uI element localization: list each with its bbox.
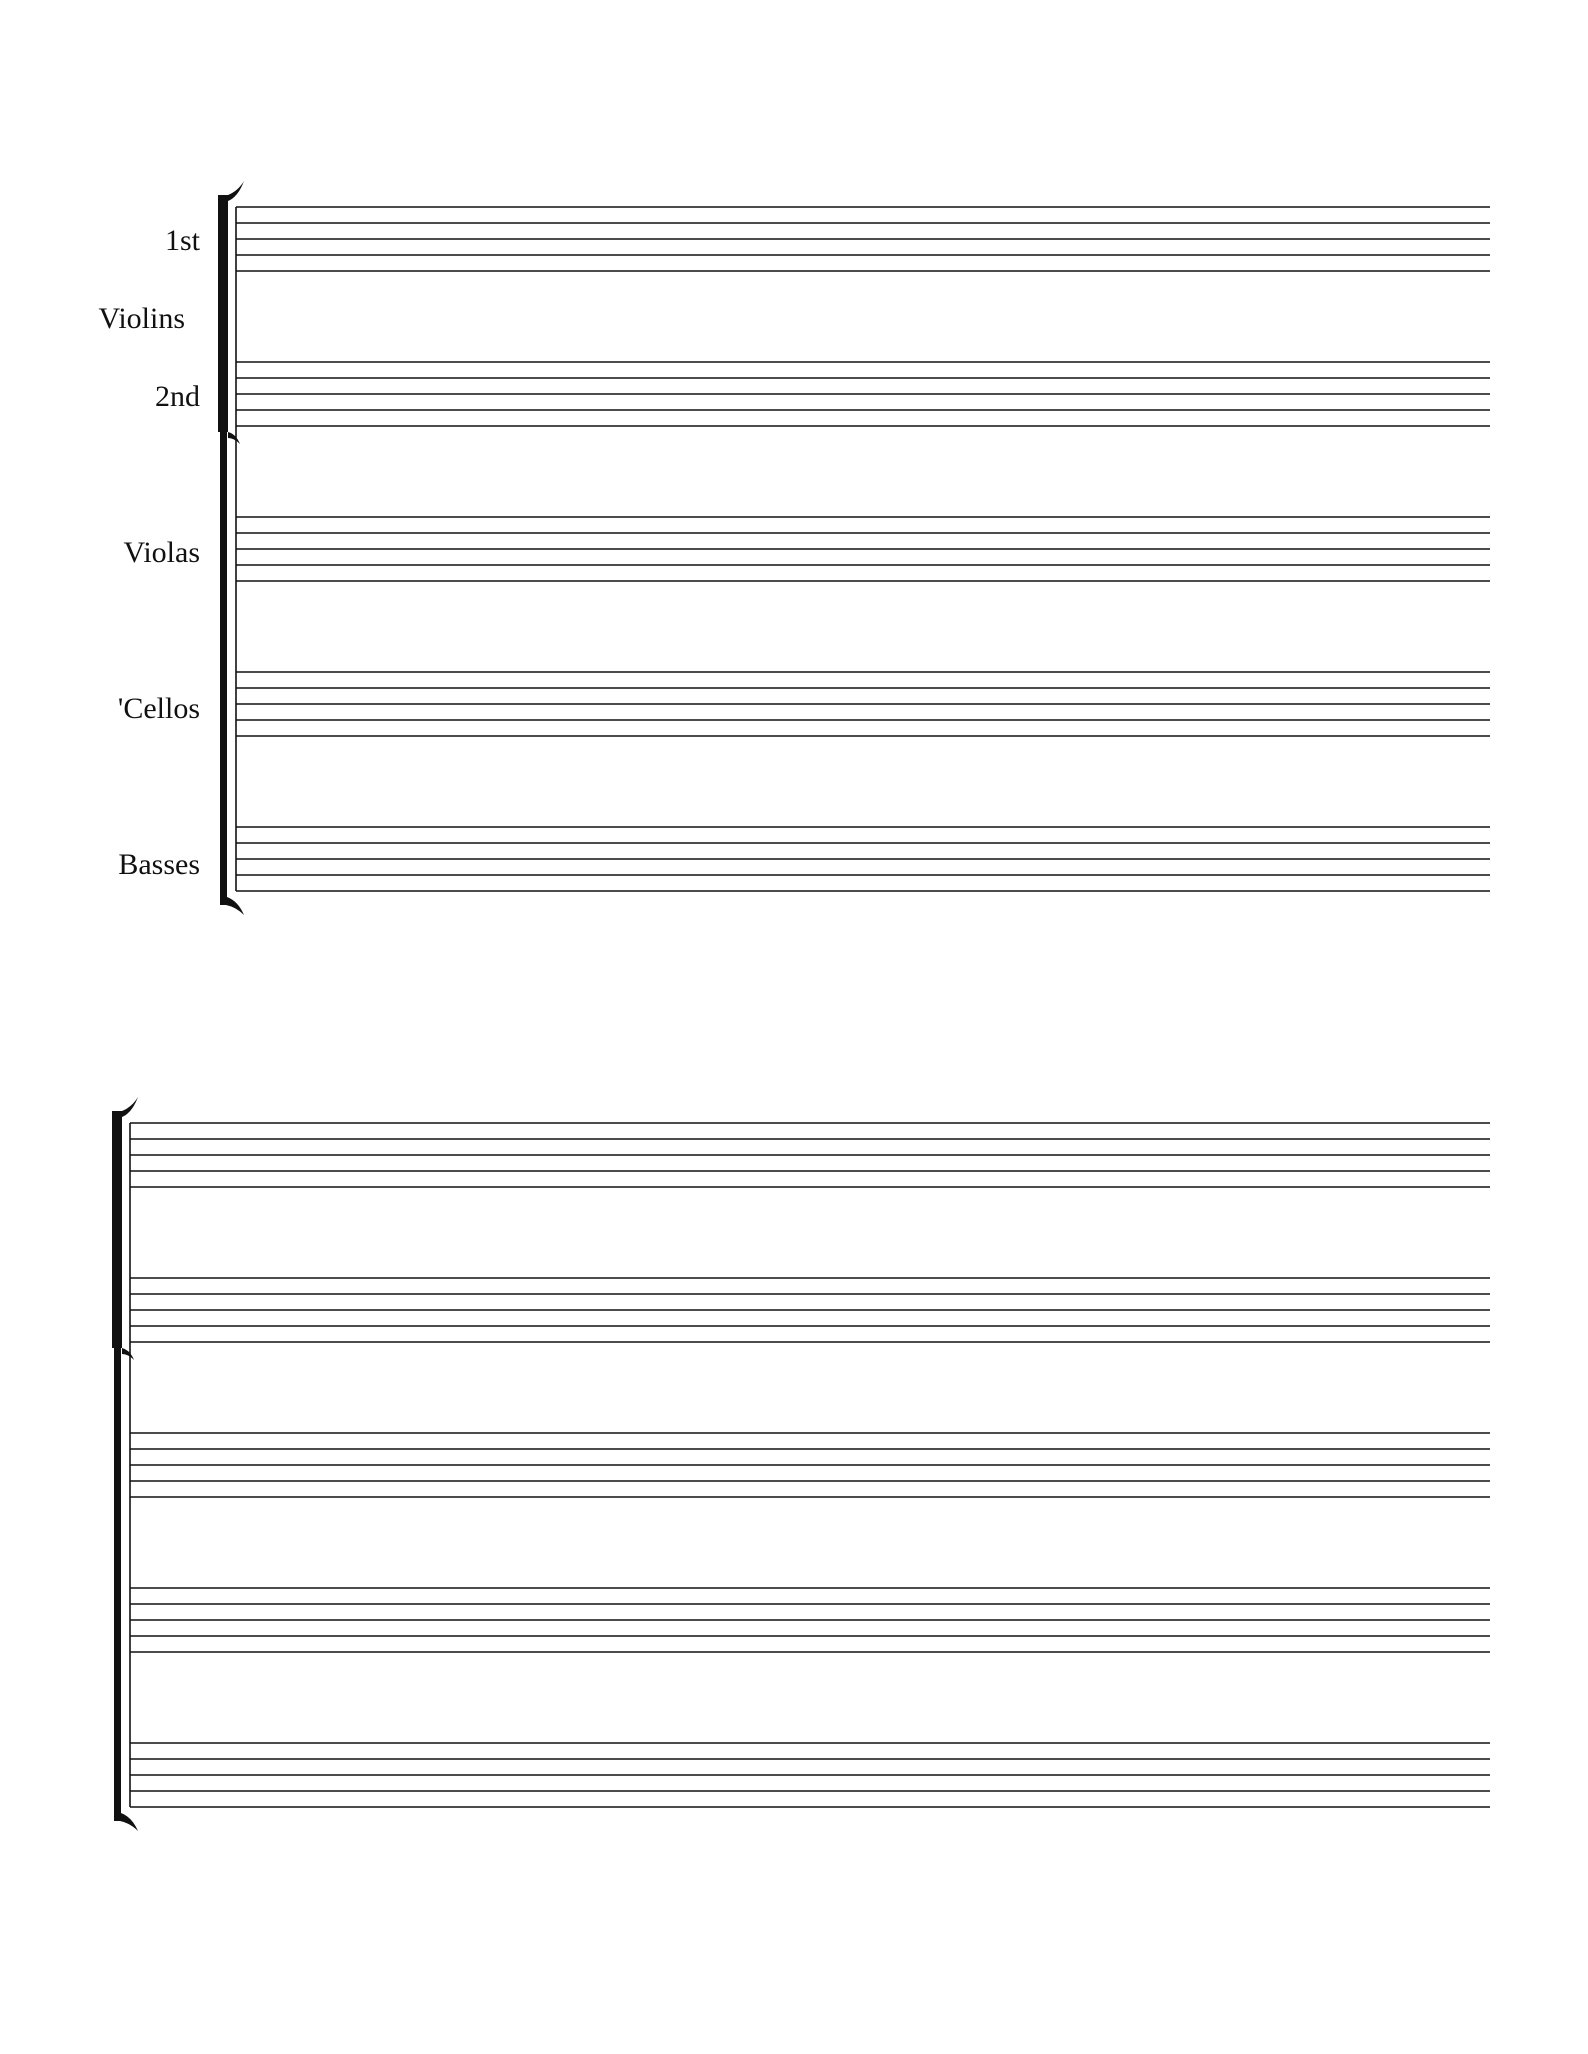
violins-bracket-top-hook [112,1097,138,1117]
violins-bracket [112,1117,122,1348]
label-violas: Violas [123,536,200,569]
system-bracket-bottom-hook [220,897,244,915]
label-basses: Basses [118,848,200,881]
label-2nd-violins: 2nd [155,380,200,413]
system-bracket-bottom-hook [114,1813,138,1831]
label-1st-violins: 1st [164,224,200,257]
system-bracket [220,432,227,897]
label-cellos: 'Cellos [117,692,200,725]
violins-bracket [218,201,228,432]
violins-bracket-top-hook [218,181,244,201]
label-violins: Violins [98,302,185,335]
system-bracket [114,1348,121,1813]
violins-bracket-bottom-hook [122,1348,134,1360]
violins-bracket-bottom-hook [228,432,240,444]
